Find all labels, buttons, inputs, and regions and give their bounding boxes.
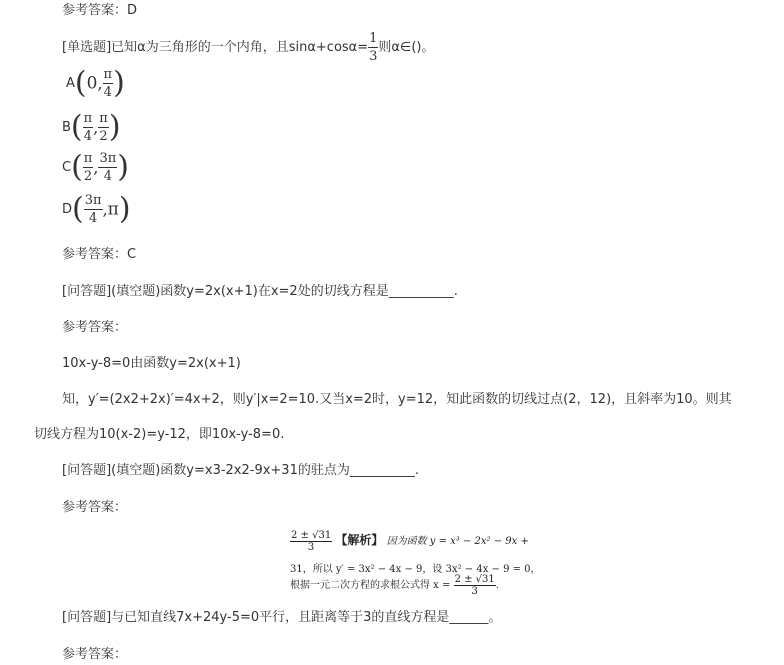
left-paren: ( <box>70 109 83 145</box>
fraction-numerator: π <box>83 111 93 126</box>
question-single-choice <box>62 29 434 67</box>
left-paren: ( <box>72 191 84 227</box>
question-fill-blank: [问答题](填空题)函数y=x3-2x2-9x+31的驻点为__________. <box>62 463 419 478</box>
interval-end-fraction <box>98 150 117 185</box>
fraction-denominator: 4 <box>103 85 112 100</box>
option-letter: B <box>62 120 71 135</box>
answer-text: 参考答案：C <box>62 247 137 262</box>
answer-explanation: 知，y′=(2x2+2x)′=4x+2，则y′|x=2=10.又当x=2时，y=12，知此函数的切线过点(2，12)，且斜率为10。则其 <box>62 392 732 407</box>
option-d <box>62 192 131 227</box>
interval-end-fraction <box>103 66 114 101</box>
fraction-numerator: 1 <box>369 31 378 46</box>
answer-explanation-continued: 切线方程为10(x-2)=y-12，即10x-y-8=0. <box>34 427 285 442</box>
right-paren: ) <box>113 65 125 101</box>
question-fill-blank: [问答题]与已知直线7x+24y-5=0平行，且距离等于3的直线方程是______。 <box>62 610 502 625</box>
fraction-numerator: 3π <box>99 151 117 166</box>
question-fill-blank: [问答题](填空题)函数y=2x(x+1)在x=2处的切线方程是__________. <box>62 284 458 299</box>
solution-text: 因为函数 y = x³ − 2x² − 9x + <box>386 536 529 547</box>
solution-tag: 【解析】 <box>335 533 384 547</box>
option-letter: C <box>62 160 72 175</box>
answer-label: 参考答案： <box>62 647 128 662</box>
interval-comma: , <box>93 118 99 137</box>
fraction-numerator: π <box>99 111 108 126</box>
option-letter: A <box>66 76 75 91</box>
interval-comma: , <box>102 200 108 219</box>
fraction-numerator: 2 ± √31 <box>291 530 332 541</box>
question-text: [单选题]已知α为三角形的一个内角，且sinα+cosα= <box>62 40 369 55</box>
left-paren: ( <box>74 65 87 101</box>
solution-line-3 <box>290 574 499 597</box>
fraction-denominator: 4 <box>89 211 98 226</box>
right-paren: ) <box>108 109 121 145</box>
fraction <box>368 30 378 65</box>
question-text-suffix: 则α∈()。 <box>378 40 435 55</box>
fraction-numerator: 3π <box>84 193 102 208</box>
option-c <box>62 150 129 185</box>
fraction-denominator: 2 <box>99 129 108 144</box>
right-paren: ) <box>117 149 129 185</box>
fraction-numerator: π <box>83 151 93 166</box>
answer-text: 10x-y-8=0由函数y=2x(x+1) <box>62 356 241 371</box>
solution-fraction <box>290 530 332 553</box>
right-paren: ) <box>118 191 131 227</box>
interval-comma: , <box>97 74 103 93</box>
fraction-denominator: 4 <box>103 169 112 184</box>
solution-text: 根据一元二次方程的求根公式得 x = <box>290 580 451 591</box>
solution-line-1 <box>290 530 529 553</box>
answer-label: 参考答案： <box>62 500 128 515</box>
fraction-denominator: 2 <box>83 169 93 184</box>
solution-fraction <box>454 574 496 597</box>
interval-start-fraction <box>84 192 103 227</box>
option-a <box>66 66 125 101</box>
fraction-denominator: 3 <box>369 49 378 64</box>
answer-text: 参考答案：D <box>62 3 138 18</box>
interval-end-fraction <box>98 110 109 145</box>
answer-label: 参考答案： <box>62 320 128 335</box>
solution-line-2 <box>290 560 541 575</box>
solution-text: 31，所以 y′ = 3x² − 4x − 9，设 3x² − 4x − 9 = 0， <box>290 564 541 575</box>
fraction-numerator: 2 ± √31 <box>454 574 495 585</box>
option-letter: D <box>62 202 73 217</box>
fraction-numerator: π <box>103 67 113 82</box>
option-b <box>62 110 121 145</box>
interval-start: 0 <box>86 73 98 94</box>
left-paren: ( <box>71 149 83 185</box>
solution-text-end: . <box>495 580 499 591</box>
fraction-denominator: 3 <box>471 586 478 597</box>
interval-start-fraction <box>83 110 94 145</box>
interval-end: π <box>107 199 119 220</box>
fraction-denominator: 4 <box>83 129 93 144</box>
interval-start-fraction <box>83 150 94 185</box>
fraction-denominator: 3 <box>307 542 315 553</box>
interval-comma: , <box>93 158 99 177</box>
